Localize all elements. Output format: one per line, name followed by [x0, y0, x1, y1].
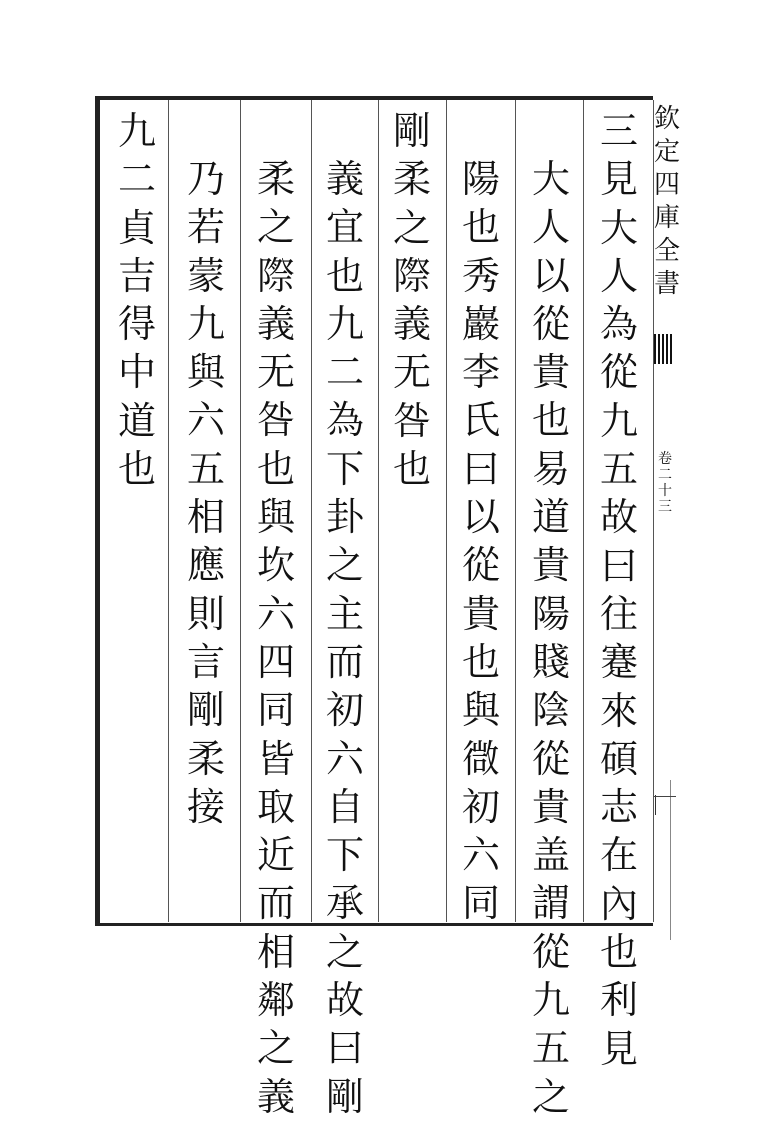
character: 見: [599, 1026, 638, 1071]
character: 與: [256, 495, 295, 540]
character: 六: [325, 736, 364, 781]
character: 之: [325, 543, 364, 588]
character: 賤: [531, 639, 570, 684]
character: 主: [325, 591, 364, 636]
character: 貞: [117, 205, 156, 250]
character: 也: [325, 253, 364, 298]
character: 而: [325, 639, 364, 684]
character: 二: [325, 350, 364, 395]
character: 書: [653, 269, 680, 299]
character: 同: [256, 688, 295, 733]
character: 貴: [531, 784, 570, 829]
character: 言: [186, 639, 225, 684]
character: 欽: [653, 104, 680, 134]
character: 謂: [531, 881, 570, 926]
character: 接: [186, 784, 225, 829]
character: 從: [461, 543, 500, 588]
column-rule: [583, 100, 584, 922]
character: 蒙: [186, 253, 225, 298]
text-column-2: [526, 157, 576, 1126]
character: 十: [658, 483, 672, 499]
character: 從: [531, 301, 570, 346]
character: 故: [325, 978, 364, 1023]
character: 應: [186, 543, 225, 588]
character: 定: [653, 137, 680, 167]
character: 鄰: [256, 978, 295, 1023]
column-rule: [378, 100, 379, 922]
character: 際: [256, 253, 295, 298]
column-rule: [446, 100, 447, 922]
character: 坎: [256, 543, 295, 588]
character: 中: [117, 350, 156, 395]
margin-rule: [655, 795, 656, 815]
character: 也: [531, 398, 570, 443]
character: 為: [599, 302, 638, 347]
character: 際: [392, 253, 431, 298]
character: 九: [531, 978, 570, 1023]
character: 道: [531, 495, 570, 540]
character: 无: [392, 350, 431, 395]
character: 大: [599, 205, 638, 250]
character: 全: [653, 236, 680, 266]
character: 六: [186, 398, 225, 443]
column-rule: [240, 100, 241, 922]
character: 卷: [658, 451, 672, 467]
character: 自: [325, 784, 364, 829]
character: 道: [117, 398, 156, 443]
character: 志: [599, 785, 638, 830]
character: 貴: [461, 591, 500, 636]
character: 三: [599, 109, 638, 153]
character: 也: [461, 639, 500, 684]
book-title-margin: [648, 106, 686, 304]
character: 為: [325, 398, 364, 443]
text-column-5: [320, 157, 370, 1126]
character: 剛: [186, 688, 225, 733]
character: 㣲: [461, 736, 500, 781]
character: 與: [461, 688, 500, 733]
character: 皆: [256, 736, 295, 781]
character: 義: [256, 301, 295, 346]
character: 陽: [531, 591, 570, 636]
text-column-6: [251, 157, 301, 1126]
character: 人: [531, 205, 570, 250]
character: 義: [325, 157, 364, 201]
character: 柔: [186, 736, 225, 781]
character: 同: [461, 881, 500, 926]
character: 若: [186, 205, 225, 250]
character: 二: [658, 467, 672, 483]
character: 九: [325, 301, 364, 346]
margin-tick: [654, 796, 676, 797]
character: 近: [256, 833, 295, 878]
character: 乃: [186, 157, 225, 201]
character: 秀: [461, 253, 500, 298]
character: 剛: [392, 109, 431, 153]
character: 五: [531, 1026, 570, 1071]
character: 相: [256, 929, 295, 974]
character: 以: [531, 253, 570, 298]
character: 咎: [256, 398, 295, 443]
character: 從: [599, 350, 638, 395]
character: 來: [599, 688, 638, 733]
character: 下: [325, 446, 364, 491]
character: 三: [658, 499, 672, 515]
character: 剛: [325, 1074, 364, 1119]
character: 曰: [599, 543, 638, 588]
column-rule: [168, 100, 169, 922]
character: 也: [256, 446, 295, 491]
character: 從: [531, 929, 570, 974]
character: 陽: [461, 157, 500, 201]
character: 以: [461, 495, 500, 540]
column-rule: [311, 100, 312, 922]
character: 柔: [392, 157, 431, 202]
character: 柔: [256, 157, 295, 201]
character: 曰: [325, 1026, 364, 1071]
character: 承: [325, 881, 364, 926]
character: 內: [599, 881, 638, 926]
character: 下: [325, 833, 364, 878]
character: 貴: [531, 543, 570, 588]
character: 易: [531, 446, 570, 491]
text-column-7: [181, 157, 231, 836]
character: 大: [531, 157, 570, 201]
character: 也: [461, 205, 500, 250]
character: 利: [599, 978, 638, 1023]
text-column-3: [456, 157, 506, 933]
character: 卦: [325, 495, 364, 540]
character: 義: [256, 1074, 295, 1119]
character: 取: [256, 784, 295, 829]
character: 五: [599, 447, 638, 492]
character: 義: [392, 302, 431, 347]
character: 巖: [461, 301, 500, 346]
character: 也: [117, 447, 156, 492]
character: 六: [461, 833, 500, 878]
character: 庫: [653, 203, 680, 233]
character: 曰: [461, 446, 500, 491]
character: 六: [256, 591, 295, 636]
character: 氏: [461, 398, 500, 443]
character: 陰: [531, 688, 570, 733]
character: 則: [186, 591, 225, 636]
character: 蹇: [599, 640, 638, 685]
character: 人: [599, 253, 638, 298]
character: 與: [186, 350, 225, 395]
character: 從: [531, 736, 570, 781]
text-column-4: [387, 109, 437, 498]
character: 故: [599, 495, 638, 540]
character: 九: [117, 109, 156, 153]
character: 九: [599, 398, 638, 443]
character: 宜: [325, 205, 364, 250]
margin-rule: [670, 780, 671, 940]
character: 之: [325, 929, 364, 974]
character: 得: [117, 302, 156, 347]
character: 盖: [531, 833, 570, 878]
fish-tail-mark: [654, 334, 674, 364]
volume-number-margin: [656, 452, 674, 516]
character: 无: [256, 350, 295, 395]
character: 貴: [531, 350, 570, 395]
character: 而: [256, 881, 295, 926]
text-column-1: [594, 109, 644, 1078]
character: 李: [461, 350, 500, 395]
character: 四: [256, 639, 295, 684]
character: 五: [186, 446, 225, 491]
character: 初: [325, 688, 364, 733]
character: 在: [599, 833, 638, 878]
character: 咎: [392, 398, 431, 443]
character: 四: [653, 170, 680, 200]
character: 往: [599, 591, 638, 636]
character: 之: [256, 205, 295, 250]
text-column-8: [112, 109, 162, 498]
character: 之: [392, 205, 431, 250]
character: 也: [392, 447, 431, 492]
character: 相: [186, 495, 225, 540]
column-rule: [515, 100, 516, 922]
character: 之: [531, 1074, 570, 1119]
character: 之: [256, 1026, 295, 1071]
character: 吉: [117, 253, 156, 298]
character: 見: [599, 157, 638, 202]
character: 九: [186, 301, 225, 346]
character: 碩: [599, 736, 638, 781]
character: 也: [599, 930, 638, 975]
character: 二: [117, 157, 156, 202]
character: 初: [461, 784, 500, 829]
